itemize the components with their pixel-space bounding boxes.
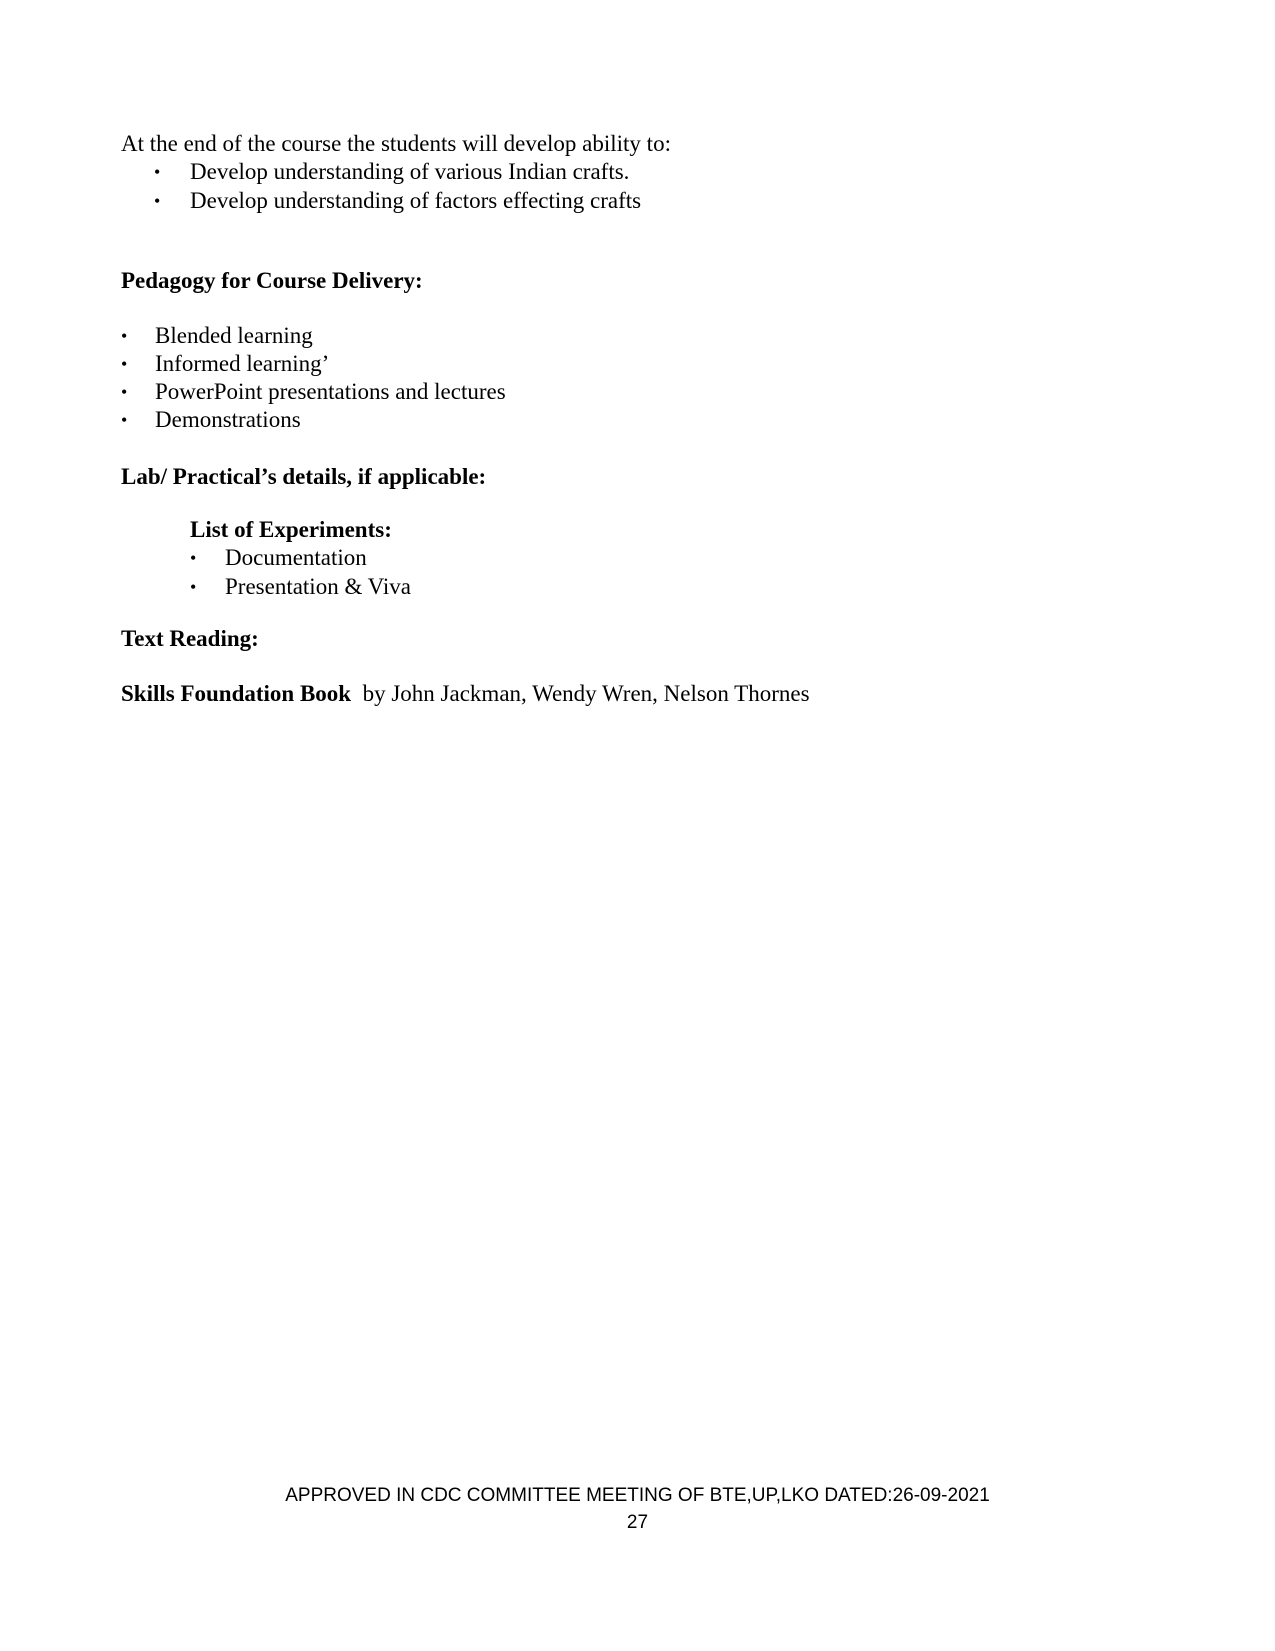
pedagogy-bullet-item: PowerPoint presentations and lectures [155,379,506,404]
pedagogy-bullet-item: Blended learning [155,323,313,348]
bullet-marker: • [190,548,197,568]
approval-footer: APPROVED IN CDC COMMITTEE MEETING OF BTE,UP,LKO DATED:26-09-2021 [285,1485,990,1506]
bullet-marker: • [121,410,128,430]
pedagogy-bullet-item: Informed learning’ [155,351,330,376]
bullet-marker: • [121,326,128,346]
intro-bullet-item: Develop understanding of factors effecting crafts [190,188,642,213]
text-reading-heading: Text Reading: [121,626,259,651]
book-title: Skills Foundation Book [121,681,352,706]
bullet-marker: • [121,382,128,402]
intro-text: At the end of the course the students will develop ability to: [121,131,671,156]
page-number: 27 [626,1512,649,1533]
book-details: by John Jackman, Wendy Wren, Nelson Thornes [362,681,810,706]
intro-bullet-item: Develop understanding of various Indian crafts. [190,159,630,184]
bullet-marker: • [154,191,161,211]
bullet-marker: • [190,577,197,597]
experiment-item: Documentation [225,545,367,570]
pedagogy-heading: Pedagogy for Course Delivery: [121,268,423,293]
experiment-item: Presentation & Viva [225,574,411,599]
pedagogy-bullet-item: Demonstrations [155,407,301,432]
bullet-marker: • [154,162,161,182]
book-reference [121,680,810,708]
lab-heading: Lab/ Practical’s details, if applicable: [121,464,487,489]
experiments-subheading: List of Experiments: [190,517,392,542]
bullet-marker: • [121,354,128,374]
